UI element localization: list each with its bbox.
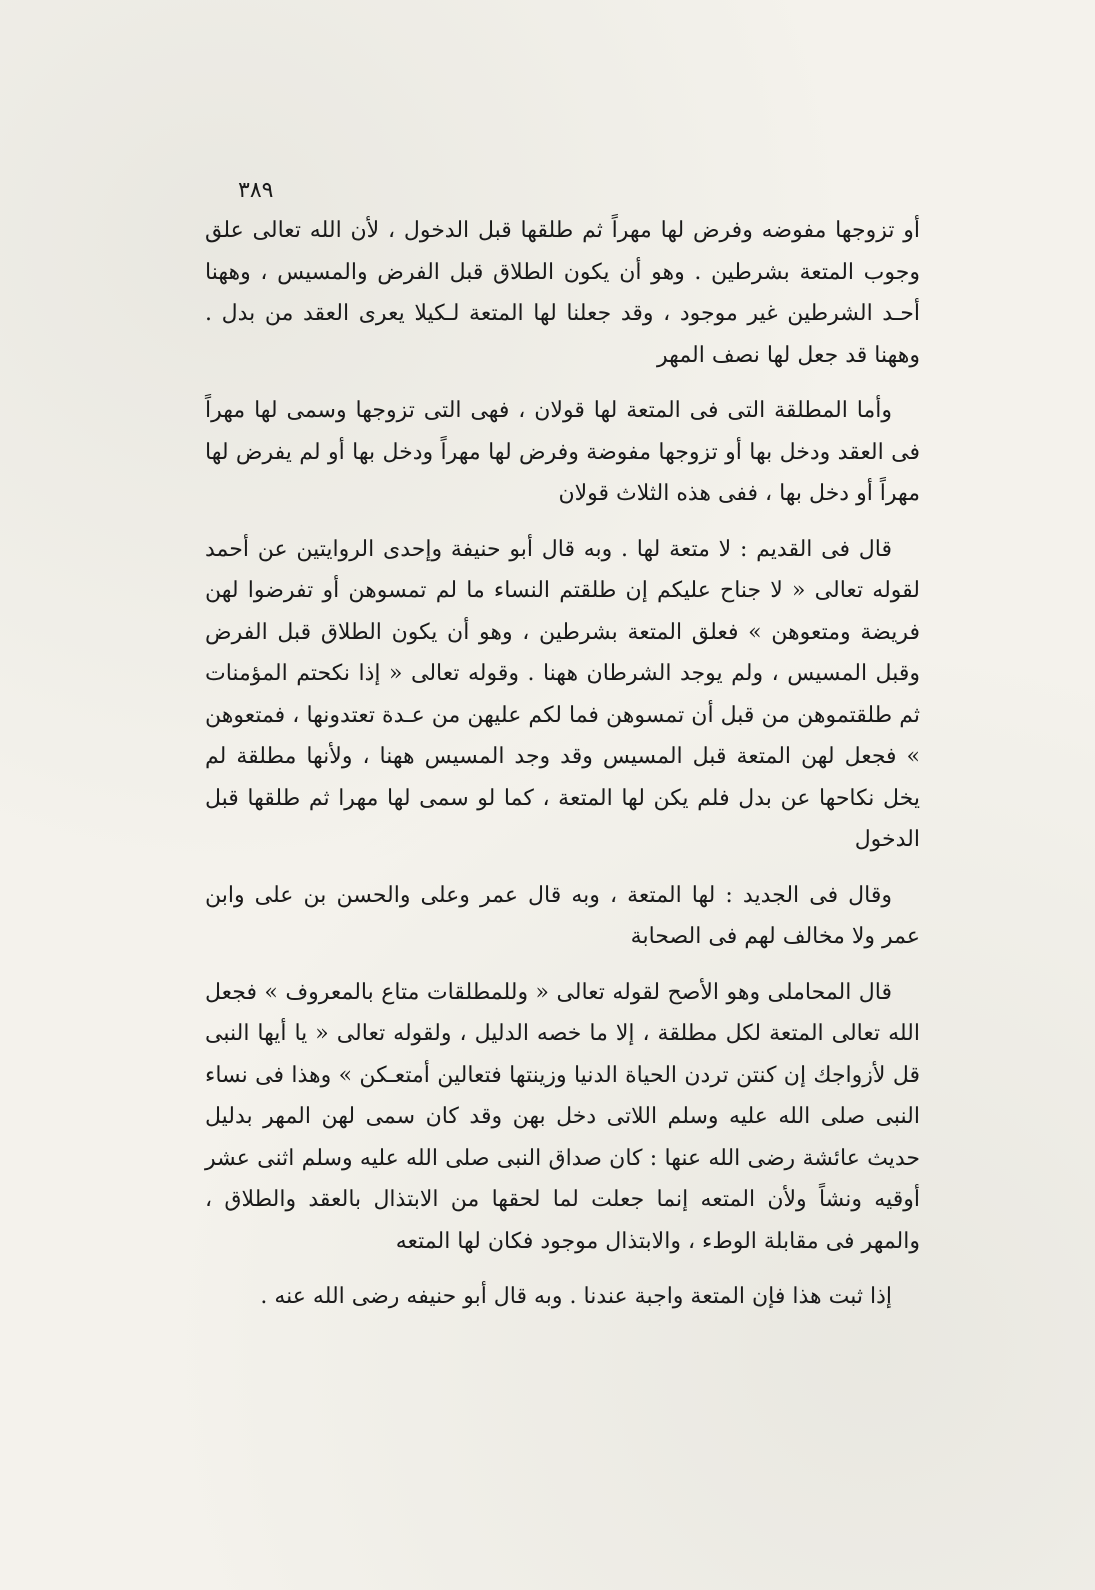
page-number: ٣٨٩ (238, 178, 274, 203)
paragraph-4: وقال فى الجديد : لها المتعة ، وبه قال عمر وعلى والحسن بن على وابن عمر ولا مخالف لهم فى الصحابة (205, 882, 920, 949)
paragraph-5: قال المحاملى وهو الأصح لقوله تعالى « وللمطلقات متاع بالمعروف » فجعل الله تعالى المتعة لكل مطلقة ، إلا ما خصه الدليل ، ولقوله تعالى « يا أيها النبى قل لأزواجك إن كنتن تردن الحياة الدنيا وزينتها فتعالين أمتعـكن » وهذا فى نساء النبى صلى الله عليه وسلم اللاتى دخل بهن وقد كان سمى لهن المهر بدليل حديث عائشة رضى الله عنها : كان صداق النبى صلى الله عليه وسلم اثنى عشر أوقيه ونشاً ولأن المتعه إنما جعلت لما لحقها من الابتذال بالعقد والطلاق ، والمهر فى مقابلة الوطء ، والابتذال موجود فكان لها المتعه (205, 979, 920, 1254)
paragraph-2: وأما المطلقة التى فى المتعة لها قولان ، فهى التى تزوجها وسمى لها مهراً فى العقد ودخل بها أو تزوجها مفوضة وفرض لها مهراً ودخل بها أو لم يفرض لها مهراً أو دخل بها ، ففى هذه الثلاث قولان (205, 398, 920, 506)
page-body (205, 210, 920, 1332)
paragraph-6: إذا ثبت هذا فإن المتعة واجبة عندنا . وبه قال أبو حنيفه رضى الله عنه . (260, 1284, 892, 1309)
paragraph-3: قال فى القديم : لا متعة لها . وبه قال أبو حنيفة وإحدى الروايتين عن أحمد لقوله تعالى « لا جناح عليكم إن طلقتم النساء ما لم تمسوهن أو تفرضوا لهن فريضة ومتعوهن » فعلق المتعة بشرطين ، وهو أن يكون الطلاق قبل الفرض وقبل المسيس ، ولم يوجد الشرطان ههنا . وقوله تعالى « إذا نكحتم المؤمنات ثم طلقتموهن من قبل أن تمسوهن فما لكم عليهن من عـدة تعتدونها ، فمتعوهن » فجعل لهن المتعة قبل المسيس وقد وجد المسيس ههنا ، ولأنها مطلقة لم يخل نكاحها عن بدل فلم يكن لها المتعة ، كما لو سمى لها مهرا ثم طلقها قبل الدخول (205, 536, 920, 852)
paragraph-1: أو تزوجها مفوضه وفرض لها مهراً ثم طلقها قبل الدخول ، لأن الله تعالى علق وجوب المتعة بشرطين . وهو أن يكون الطلاق قبل الفرض والمسيس ، وههنا أحـد الشرطين غير موجود ، وقد جعلنا لها المتعة لـكيلا يعرى العقد من بدل . وههنا قد جعل لها نصف المهر (205, 218, 920, 368)
